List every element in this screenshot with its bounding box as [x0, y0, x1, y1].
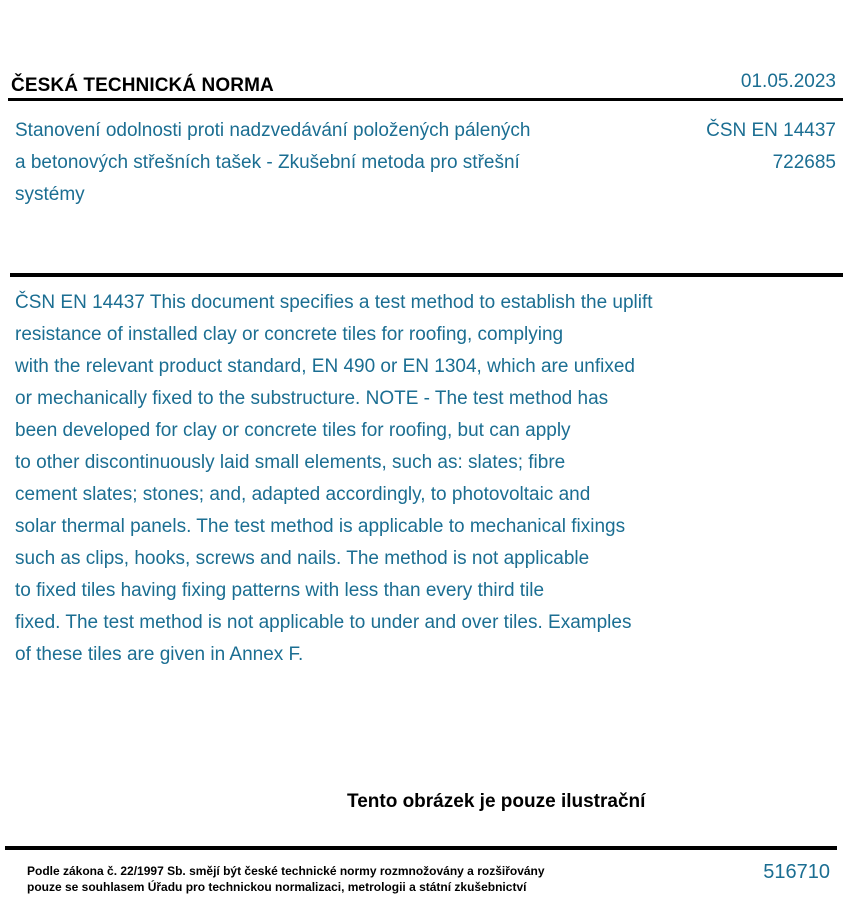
legal-notice: Podle zákona č. 22/1997 Sb. smějí být české technické normy rozmnožovány a rozšiřovány pouze se souhlasem Úřadu pro technickou normalizaci, metrologii a státní zkušebnictví [27, 864, 545, 894]
illustrative-note: Tento obrázek je pouze ilustrační [347, 791, 646, 812]
standard-code: ČSN EN 14437 [706, 120, 836, 141]
section-divider [10, 273, 843, 277]
publication-date: 01.05.2023 [740, 71, 836, 92]
document-id: 516710 [763, 861, 830, 883]
catalog-number: 722685 [772, 152, 836, 173]
header-divider [8, 98, 843, 101]
abstract-text: ČSN EN 14437 This document specifies a test method to establish the uplift resistance of installed clay or concrete tiles for roofing, complying with the relevant product standard, EN 490 or EN 1304, which are unfixed or mechanically fixed to the substructure. NOTE - The test method has been developed for clay or concrete tiles for roofing, but can apply to other discontinuously laid small elements, such as: slates; fibre cement slates; stones; and, adapted accordingly, to photovoltaic and solar thermal panels. The test method is applicable to mechanical fixings such as clips, hooks, screws and nails. The method is not applicable to fixed tiles having fixing patterns with less than every third tile fixed. The test method is not applicable to under and over tiles. Examples of these tiles are given in Annex F. [15, 292, 653, 665]
norm-title: ČESKÁ TECHNICKÁ NORMA [11, 75, 274, 96]
footer-divider [5, 846, 837, 850]
standard-title: Stanovení odolnosti proti nadzvedávání položených pálených a betonových střešních tašek - Zkušební metoda pro střešní systémy [15, 120, 531, 205]
